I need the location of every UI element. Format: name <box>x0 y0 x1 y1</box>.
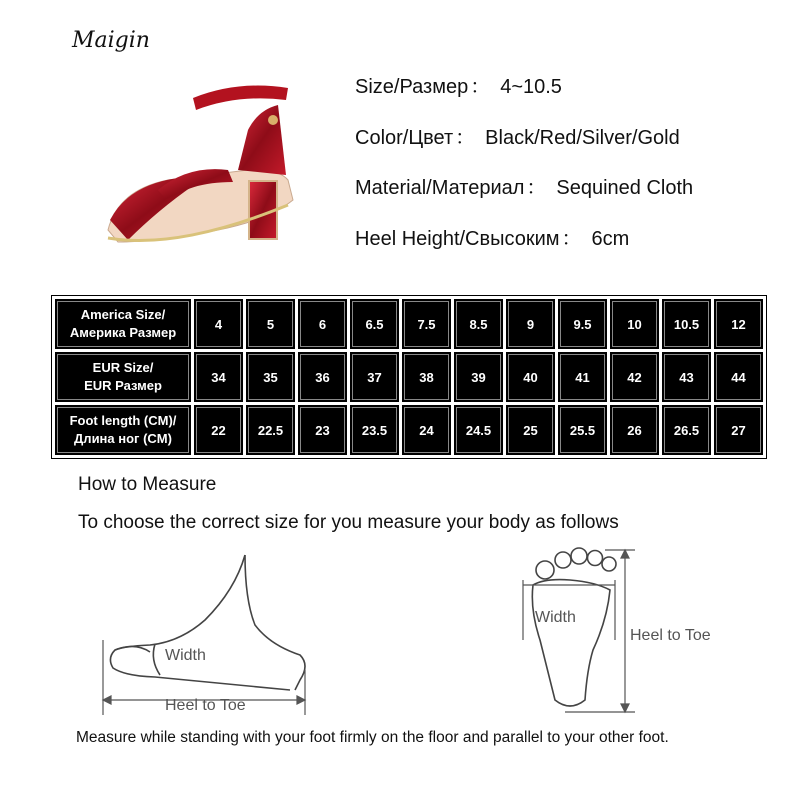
table-cell: 23 <box>298 405 347 455</box>
brand-logo: Maigin <box>72 28 150 53</box>
table-cell: 35 <box>246 352 295 402</box>
spec-size: Size/Размер ： 4~10.5 <box>355 76 562 98</box>
sole-heel-to-toe-label: Heel to Toe <box>630 627 711 644</box>
table-cell: 24.5 <box>454 405 503 455</box>
side-width-label: Width <box>165 647 206 664</box>
table-cell: 23.5 <box>350 405 399 455</box>
table-cell: 43 <box>662 352 711 402</box>
table-cell: 5 <box>246 299 295 349</box>
measure-title: How to Measure <box>78 474 217 495</box>
table-cell: 9 <box>506 299 555 349</box>
table-row-foot-length <box>55 405 763 455</box>
table-cell: 10 <box>610 299 659 349</box>
side-heel-to-toe-label: Heel to Toe <box>165 697 246 714</box>
table-cell: 27 <box>714 405 763 455</box>
product-specs <box>355 70 795 272</box>
table-cell: 40 <box>506 352 555 402</box>
table-cell: 44 <box>714 352 763 402</box>
table-cell: 24 <box>402 405 451 455</box>
red-sandal-image <box>98 70 308 260</box>
row-header: Foot length (CM)/ Длина ног (CM) <box>55 405 191 455</box>
table-cell: 7.5 <box>402 299 451 349</box>
size-chart-table <box>51 295 767 459</box>
table-cell: 6.5 <box>350 299 399 349</box>
table-cell: 9.5 <box>558 299 607 349</box>
table-cell: 34 <box>194 352 243 402</box>
table-cell: 26.5 <box>662 405 711 455</box>
table-cell: 39 <box>454 352 503 402</box>
spec-heel-height: Heel Height/Свысоким ： 6cm <box>355 227 630 250</box>
measure-subtitle: To choose the correct size for you measure your body as follows <box>78 512 619 533</box>
row-header: EUR Size/ EUR Размер <box>55 352 191 402</box>
table-cell: 12 <box>714 299 763 349</box>
table-cell: 22.5 <box>246 405 295 455</box>
spec-color: Color/Цвет ： Black/Red/Silver/Gold <box>355 126 680 149</box>
table-cell: 4 <box>194 299 243 349</box>
table-cell: 26 <box>610 405 659 455</box>
sole-foot-diagram <box>515 540 745 720</box>
measure-footnote: Measure while standing with your foot firmly on the floor and parallel to your other foot. <box>76 729 669 746</box>
table-cell: 8.5 <box>454 299 503 349</box>
side-foot-diagram <box>95 550 325 720</box>
table-cell: 10.5 <box>662 299 711 349</box>
table-cell: 25.5 <box>558 405 607 455</box>
table-cell: 38 <box>402 352 451 402</box>
table-cell: 42 <box>610 352 659 402</box>
sole-width-label: Width <box>535 609 576 626</box>
table-cell: 41 <box>558 352 607 402</box>
table-cell: 37 <box>350 352 399 402</box>
spec-material: Material/Материал ： Sequined Cloth <box>355 177 694 199</box>
table-cell: 22 <box>194 405 243 455</box>
table-row-eur-size <box>55 352 763 402</box>
table-cell: 6 <box>298 299 347 349</box>
table-row-america-size <box>55 299 763 349</box>
table-cell: 36 <box>298 352 347 402</box>
row-header: America Size/ Америка Размер <box>55 299 191 349</box>
table-cell: 25 <box>506 405 555 455</box>
